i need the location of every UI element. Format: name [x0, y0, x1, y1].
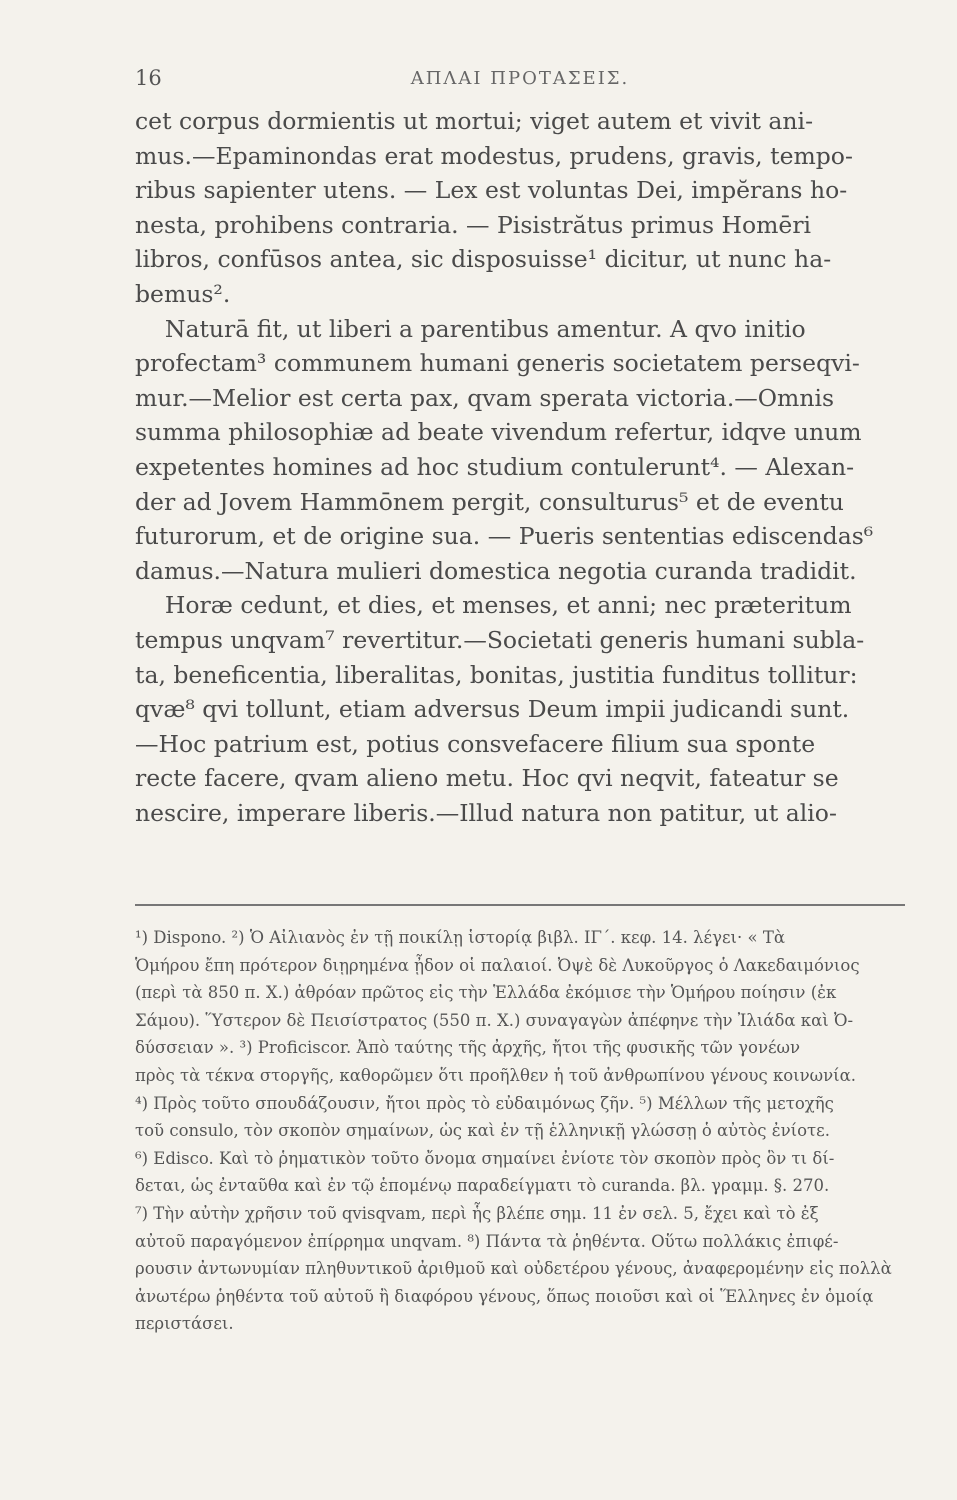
text-line: profectam³ communem humani generis societatem perseqvi- [135, 349, 860, 378]
footnote-line: ⁷) Τὴν αὐτὴν χρῆσιν τοῦ qvisqvam, περὶ ἧς βλέπε σημ. 11 ἐν σελ. 5, ἔχει καὶ τὸ ἐξ [135, 1203, 819, 1223]
footnote-line: ¹) Dispono. ²) Ὁ Αἰλιανὸς ἐν τῇ ποικίλῃ ἱστορίᾳ βιβλ. ΙΓ΄. κεφ. 14. λέγει· « Τὰ [135, 928, 785, 947]
text-line: qvæ⁸ qvi tollunt, etiam adversus Deum impii judicandi sunt. [135, 695, 850, 724]
footnote-line: ⁴) Πρὸς τοῦτο σπουδάζουσιν, ἤτοι πρὸς τὸ εὐδαιμόνως ζῆν. ⁵) Μέλλων τῆς μετοχῆς [135, 1093, 834, 1113]
footnote-line: ἀνωτέρω ῥηθέντα τοῦ αὐτοῦ ἢ διαφόρου γένους, ὅπως ποιοῦσι καὶ οἱ Ἕλληνες ἐν ὁμοίᾳ [135, 1286, 874, 1306]
text-line: expetentes homines ad hoc studium contulerunt⁴. — Alexan- [135, 452, 855, 481]
footnote-line: περιστάσει. [135, 1314, 234, 1334]
footnote-line: ⁶) Edisco. Καὶ τὸ ῥηματικὸν τοῦτο ὄνομα σημαίνει ἐνίοτε τὸν σκοπὸν πρὸς ὃν τι δί- [135, 1148, 835, 1168]
footnote-line: Σάμου). Ὕστερον δὲ Πεισίστρατος (550 π. Χ.) συναγαγὼν ἀπέφηνε τὴν Ἰλιάδα καὶ Ὀ- [135, 1010, 854, 1030]
main-text [135, 104, 905, 830]
page-number: 16 [135, 66, 162, 90]
text-line: summa philosophiæ ad beate vivendum refertur, idqve unum [135, 418, 862, 447]
text-line: damus.—Natura mulieri domestica negotia curanda tradidit. [135, 556, 857, 585]
text-line: futurorum, et de origine sua. — Pueris sententias ediscendas⁶ [135, 522, 874, 551]
footnotes [135, 924, 905, 1338]
text-line: mus.—Epaminondas erat modestus, prudens, gravis, tempo- [135, 141, 853, 170]
text-line: mur.—Melior est certa pax, qvam sperata victoria.—Omnis [135, 383, 835, 412]
running-title: ΑΠΛΑΙ ΠΡΟΤΑΣΕΙΣ. [410, 68, 630, 89]
text-line: cet corpus dormientis ut mortui; viget autem et vivit ani- [135, 107, 814, 135]
text-line: —Hoc patrium est, potius consvefacere filium sua sponte [135, 729, 816, 758]
text-line: recte facere, qvam alieno metu. Hoc qvi neqvit, fateatur se [135, 764, 839, 793]
footnote-line: Ὁμήρου ἔπη πρότερον διῃρημένα ᾖδον οἱ παλαιοί. Ὀψὲ δὲ Λυκοῦργος ὁ Λακεδαιμόνιος [135, 955, 860, 975]
text-line: Naturā fit, ut liberi a parentibus amentur. A qvo initio [135, 314, 806, 343]
text-line: bemus². [135, 279, 231, 308]
text-line: Horæ cedunt, et dies, et menses, et anni; nec præteritum [135, 591, 852, 620]
footnote-divider [135, 904, 905, 906]
text-line: ta, beneficentia, liberalitas, bonitas, justitia funditus tollitur: [135, 660, 858, 689]
footnote-line: αὐτοῦ παραγόμενον ἐπίρρημα unqvam. ⁸) Πάντα τὰ ῥηθέντα. Οὕτω πολλάκις ἐπιφέ- [135, 1231, 839, 1251]
page-header [135, 66, 905, 96]
text-line: libros, confūsos antea, sic disposuisse¹ dicitur, ut nunc ha- [135, 245, 832, 274]
footnote-line: πρὸς τὰ τέκνα στοργῆς, καθορῶμεν ὅτι προῆλθεν ἡ τοῦ ἀνθρωπίνου γένους κοινωνία. [135, 1065, 857, 1085]
footnote-line: τοῦ consulo, τὸν σκοπὸν σημαίνων, ὡς καὶ ἐν τῇ ἑλληνικῇ γλώσσῃ ὁ αὐτὸς ἐνίοτε. [135, 1121, 830, 1141]
footnote-line: δύσσειαν ». ³) Proficiscor. Ἀπὸ ταύτης τῆς ἀρχῆς, ἤτοι τῆς φυσικῆς τῶν γονέων [135, 1038, 801, 1058]
text-line: tempus unqvam⁷ revertitur.—Societati generis humani subla- [135, 625, 865, 654]
footnote-line: (περὶ τὰ 850 π. Χ.) ἀθρόαν πρῶτος εἰς τὴν Ἑλλάδα ἐκόμισε τὴν Ὁμήρου ποίησιν (ἐκ [135, 983, 837, 1003]
footnote-line: δεται, ὡς ἐνταῦθα καὶ ἐν τῷ ἑπομένῳ παραδείγματι τὸ curanda. βλ. γραμμ. §. 270. [135, 1176, 830, 1196]
text-line: nescire, imperare liberis.—Illud natura non patitur, ut alio- [135, 798, 837, 827]
text-line: ribus sapienter utens. — Lex est voluntas Dei, impĕrans ho- [135, 176, 848, 205]
text-line: nesta, prohibens contraria. — Pisistrătus primus Homēri [135, 210, 812, 239]
footnote-line: ρουσιν ἀντωνυμίαν πληθυντικοῦ ἀριθμοῦ καὶ οὐδετέρου γένους, ἀναφερομένην εἰς πολλὰ [135, 1259, 892, 1279]
text-line: der ad Jovem Hammōnem pergit, consulturus⁵ et de eventu [135, 487, 844, 516]
